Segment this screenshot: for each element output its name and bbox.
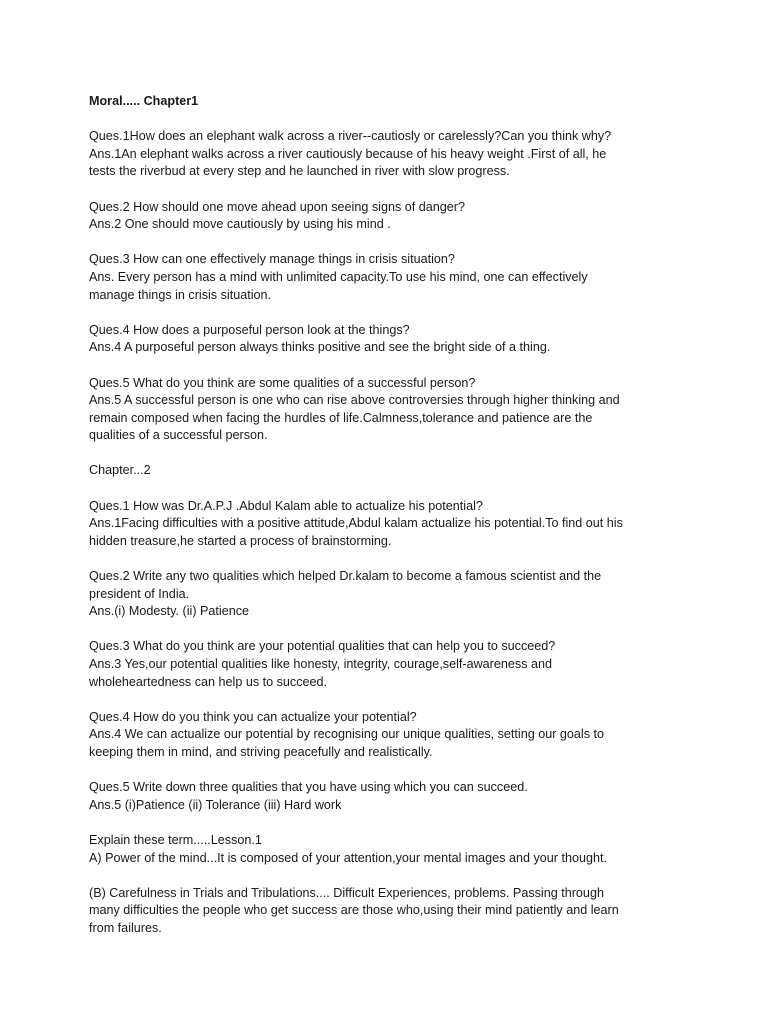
text-line: Ans.5 A successful person is one who can rise above controversies through higher thinking and [89, 393, 620, 408]
text-line: keeping them in mind, and striving peacefully and realistically. [89, 744, 433, 759]
text-line: Ques.5 What do you think are some qualities of a successful person? [89, 375, 476, 390]
text-line: Ans.4 A purposeful person always thinks positive and see the bright side of a thing. [89, 340, 551, 355]
text-line: manage things in crisis situation. [89, 287, 272, 302]
text-line: Ans.2 One should move cautiously by using his mind . [89, 217, 391, 232]
paragraph-block [89, 375, 689, 445]
paragraph-block [89, 322, 689, 357]
text-line: Ans.5 (i)Patience (ii) Tolerance (iii) Hard work [89, 797, 342, 812]
paragraph-block [89, 199, 689, 234]
paragraph-block [89, 128, 689, 181]
paragraph-block [89, 779, 689, 814]
document-body [89, 93, 689, 955]
text-line: Ques.1 How was Dr.A.P.J .Abdul Kalam able to actualize his potential? [89, 498, 483, 513]
text-line: tests the riverbud at every step and he launched in river with slow progress. [89, 164, 510, 179]
text-line: wholeheartedness can help us to succeed. [89, 674, 328, 689]
paragraph-block [89, 709, 689, 762]
text-line: (B) Carefulness in Trials and Tribulations.... Difficult Experiences, problems. Passing through [89, 885, 604, 900]
text-line: Ques.2 How should one move ahead upon seeing signs of danger? [89, 199, 465, 214]
paragraph-block [89, 832, 689, 867]
text-line: Ques.2 Write any two qualities which helped Dr.kalam to become a famous scientist and the [89, 569, 602, 584]
text-line: president of India. [89, 586, 190, 601]
text-line: Ans.1An elephant walks across a river cautiously because of his heavy weight .First of all, he [89, 146, 607, 161]
text-line: Ques.5 Write down three qualities that you have using which you can succeed. [89, 780, 528, 795]
paragraph-block [89, 638, 689, 691]
text-line: qualities of a successful person. [89, 428, 268, 443]
text-line: Ans.4 We can actualize our potential by recognising our unique qualities, setting our goals to [89, 727, 605, 742]
text-line: from failures. [89, 920, 162, 935]
text-line: Ques.1How does an elephant walk across a river--cautiosly or carelessly?Can you think why? [89, 129, 612, 144]
paragraph-block [89, 251, 689, 304]
document-content [89, 128, 689, 937]
text-line: Ques.4 How do you think you can actualize your potential? [89, 709, 417, 724]
text-line: Explain these term.....Lesson.1 [89, 832, 262, 847]
paragraph-block [89, 568, 689, 621]
paragraph-block [89, 462, 689, 480]
text-line: Ans.(i) Modesty. (ii) Patience [89, 604, 250, 619]
text-line: Ans.1Facing difficulties with a positive attitude,Abdul kalam actualize his potential.To find out his [89, 516, 623, 531]
text-line: Chapter...2 [89, 463, 151, 478]
text-line: remain composed when facing the hurdles of life.Calmness,tolerance and patience are the [89, 410, 593, 425]
text-line: many difficulties the people who get success are those who,using their mind patiently and learn [89, 903, 619, 918]
text-line: Ans. Every person has a mind with unlimited capacity.To use his mind, one can effectively [89, 269, 588, 284]
paragraph-block [89, 885, 689, 938]
text-line: Ques.4 How does a purposeful person look at the things? [89, 322, 410, 337]
text-line: Ques.3 What do you think are your potential qualities that can help you to succeed? [89, 639, 556, 654]
text-line: Ans.3 Yes,our potential qualities like honesty, integrity, courage,self-awareness and [89, 657, 552, 671]
text-line: A) Power of the mind...It is composed of your attention,your mental images and your thought. [89, 850, 608, 865]
text-line: hidden treasure,he started a process of brainstorming. [89, 533, 392, 548]
text-line: Ques.3 How can one effectively manage things in crisis situation? [89, 252, 455, 267]
document-title: Moral..... Chapter1 [89, 94, 199, 108]
paragraph-block [89, 498, 689, 551]
